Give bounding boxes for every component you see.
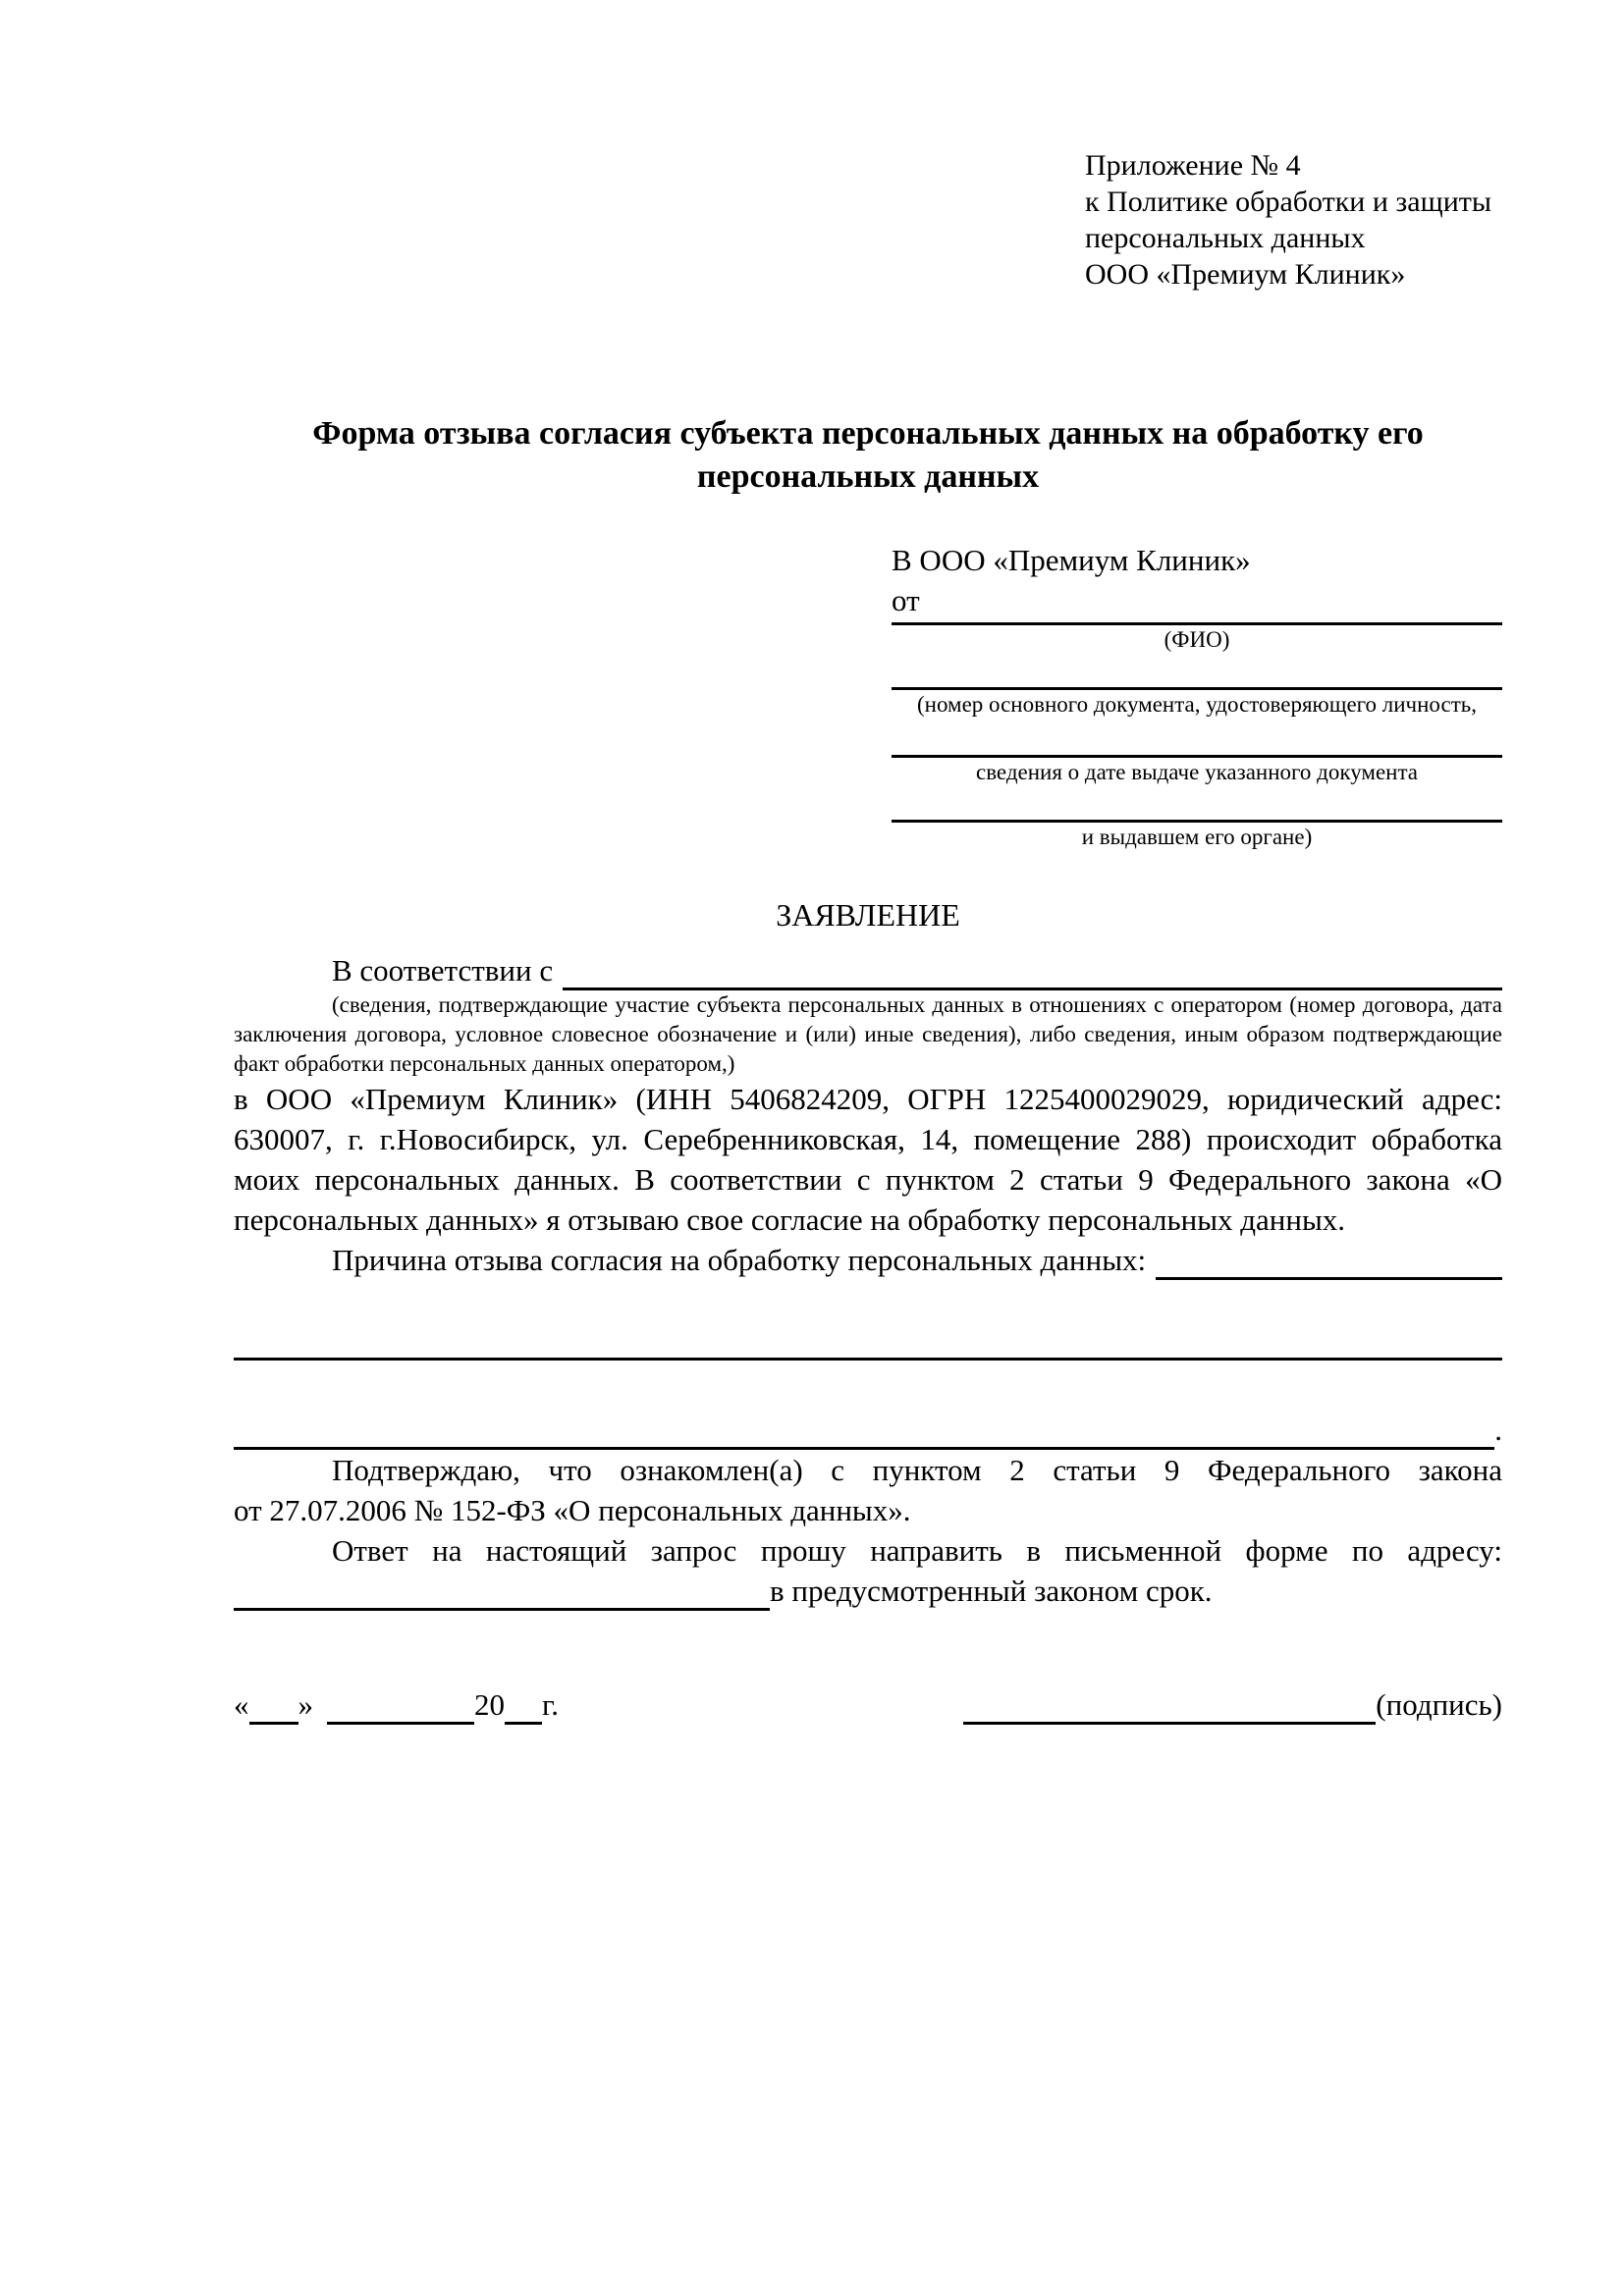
basis-footnote: (сведения, подтверждающие участие субъекта персональных данных в отношениях с оператором (номер договора, дата заключения договора, условное словесное обозначение и (или) иные сведения), либо сведения, иным образом подтверждающие факт обработки персональных данных оператором,) bbox=[234, 992, 1502, 1076]
document-issue-date-caption: сведения о дате выдаче указанного документа bbox=[975, 760, 1419, 784]
date-day-blank bbox=[249, 1691, 298, 1725]
confirmation-line-2: от 27.07.2006 № 152-ФЗ «О персональных данных». bbox=[234, 1493, 911, 1527]
statement-body: в ООО «Премиум Клиник» (ИНН 5406824209, ОГРН 1225400029029, юридический адрес: 630007, г. г.Новосибирск, ул. Серебренниковская, 14, помещение 288) происходит обработка моих персональных данных. В соответствии с пунктом 2 статьи 9 Федерального закона «О персональных данных» я отзываю свое согласие на обработку персональных данных. bbox=[234, 1082, 1502, 1237]
basis-blank-line bbox=[563, 957, 1502, 990]
appendix-line-1: Приложение № 4 bbox=[1085, 149, 1301, 182]
reason-line bbox=[234, 1240, 1502, 1280]
addressee-from: от bbox=[892, 583, 920, 617]
date-quote-close: » bbox=[298, 1687, 313, 1722]
appendix-line-2: к Политике обработки и защиты bbox=[1085, 186, 1492, 218]
reason-blank-line-2 bbox=[234, 1327, 1502, 1361]
reply-tail-text: в предусмотренный законом срок. bbox=[770, 1574, 1213, 1608]
date-group bbox=[234, 1684, 559, 1725]
reply-request-line: Ответ на настоящий запрос прошу направить в письменной форме по адресу: bbox=[332, 1533, 1502, 1568]
signature-group bbox=[963, 1684, 1502, 1725]
reason-blank-line bbox=[1156, 1247, 1502, 1280]
confirmation-paragraph bbox=[234, 1450, 1502, 1530]
period-mark: . bbox=[1494, 1413, 1502, 1447]
date-quote-open: « bbox=[234, 1687, 249, 1722]
document-issue-date-field bbox=[892, 753, 1502, 786]
document-title: Форма отзыва согласия субъекта персональных данных на обработку его персональных данных bbox=[312, 415, 1424, 495]
date-year-prefix: 20 bbox=[474, 1687, 505, 1722]
document-issuer-field bbox=[892, 818, 1502, 851]
reply-paragraph bbox=[234, 1530, 1502, 1611]
statement-heading: ЗАЯВЛЕНИЕ bbox=[776, 897, 960, 933]
document-number-caption: (номер основного документа, удостоверяющего личность, bbox=[916, 692, 1477, 717]
appendix-header bbox=[1085, 147, 1502, 293]
basis-line bbox=[234, 950, 1502, 990]
reason-continuation-line-1 bbox=[234, 1327, 1502, 1361]
reason-label: Причина отзыва согласия на обработку персональных данных: bbox=[332, 1243, 1147, 1277]
addressee-block bbox=[892, 540, 1502, 851]
document-issuer-caption: и выдавшем его органе) bbox=[1081, 825, 1313, 849]
addressee-to: В ООО «Премиум Клиник» bbox=[892, 543, 1251, 577]
reason-continuation-line-2 bbox=[234, 1410, 1502, 1450]
signature-blank-line bbox=[963, 1691, 1376, 1725]
reason-blank-line-3 bbox=[234, 1416, 1494, 1450]
fio-caption: (ФИО) bbox=[1164, 627, 1230, 652]
confirmation-line-1: Подтверждаю, что ознакомлен(а) с пунктом 2 статьи 9 Федерального закона bbox=[332, 1453, 1502, 1487]
fio-field bbox=[892, 620, 1502, 654]
date-year-suffix: г. bbox=[542, 1687, 559, 1722]
appendix-line-3: персональных данных bbox=[1085, 222, 1366, 254]
date-signature-row bbox=[234, 1684, 1502, 1725]
date-year-blank bbox=[505, 1691, 542, 1725]
appendix-line-4: ООО «Премиум Клиник» bbox=[1085, 258, 1406, 291]
document-number-field bbox=[892, 685, 1502, 719]
address-blank-line bbox=[234, 1577, 770, 1611]
date-month-blank bbox=[327, 1691, 474, 1725]
basis-label: В соответствии с bbox=[332, 953, 554, 988]
signature-caption: (подпись) bbox=[1376, 1687, 1502, 1722]
reply-address-line bbox=[234, 1571, 1502, 1611]
